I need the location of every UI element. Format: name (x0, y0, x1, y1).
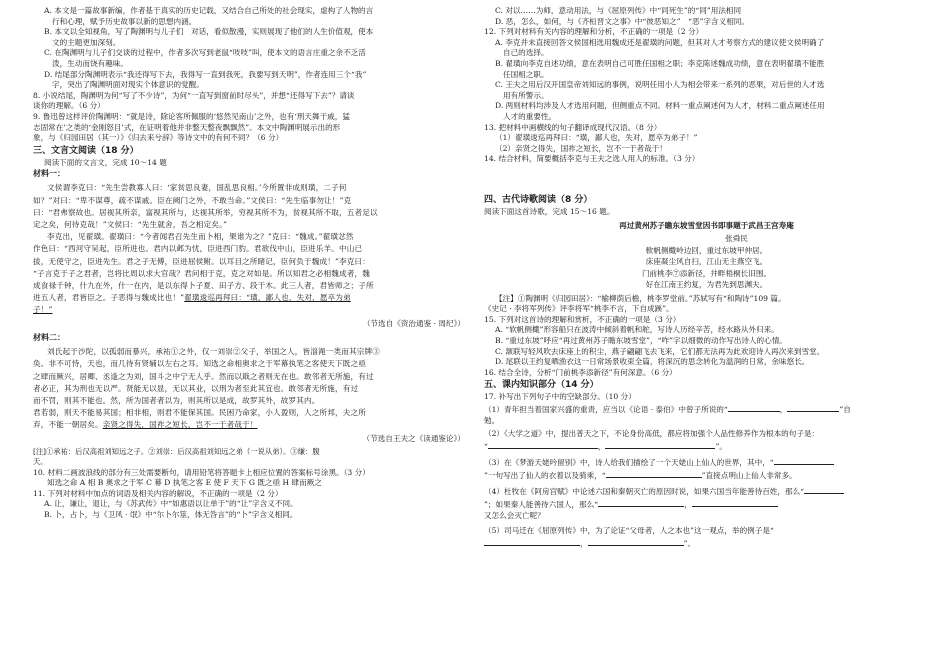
poem-title: 再过黄州苏子瞻东坡雪堂因书即事题于武昌王宫寿庵 (619, 220, 794, 230)
material-2-source: （节选自王夫之《读通鉴论》） (362, 433, 465, 443)
answer-blank[interactable] (787, 403, 839, 412)
question-15: 15. 下列对这首诗的理解和赏析，不正确的一项是（3 分） (484, 314, 681, 324)
question-14: 14. 结合材料，简要概括李克与王夫之选人用人的标准。（3 分） (484, 154, 700, 164)
question-13-part-1: （1）翟璜逡巡再拜曰：“璜，鄙人也，失对，愿卒为弟子！” (495, 133, 698, 143)
question-12-option-c-cont: 用有所警示。 (503, 90, 549, 100)
material-1-label: 材料一： (33, 169, 65, 179)
question-15-option-d: D. 尾联以王约复晒渔衣这一日常场景收束全篇，将深沉的思念转化为温润的日常，余味悠长。 (495, 357, 810, 367)
question-17-5-cont (484, 537, 929, 550)
material-2-line: 君若弱，则天不能易其国；相非相，则君不能保其国。民困乃命家，小人盈则，人之所邦，夫之所 (33, 408, 366, 418)
q17-4-text-2: ”；如果秦人能善待六国人，那么“ (484, 499, 599, 509)
question-11-option-b: B. 卜，占卜，与《卫风 · 氓》中“尔卜尔筮，体无咎言”的“卜”字含义相同。 (44, 509, 298, 519)
question-12-option-b: B. 翟璜向李克自述功绩，意在表明自己可胜任国相之职；李克陈述魏成功绩，意在表明翟璜不能胜 (495, 58, 825, 68)
question-17-4-end: 又怎么会灭亡呢？ (484, 510, 545, 520)
answer-blank[interactable] (484, 537, 580, 546)
material-1-line: “子言克于子之君者，岂将比周以求大官哉？君问相于克，克之对如是。所以知君之必相魏成者，魏 (33, 268, 371, 278)
material-1-line: 定之矣，何待克哉！”文侯曰：“先生就舍，吾之相定矣。” (33, 219, 228, 229)
q17-2-end: ”。 (715, 441, 727, 451)
material-2-note-cont: 天。 (33, 457, 48, 467)
question-17-1-cont: 勉。 (484, 415, 500, 425)
q8-option-d-cont: 字，突出了陶渊明面对现实个体意识的觉醒。 (52, 80, 204, 90)
material-1-line: 文侯谓李克曰：“先生尝教寡人曰：‘家贫思良妻，国乱思良相。’今所置非成则璜，二子何 (47, 183, 347, 193)
section-3-heading: 三、文言文阅读（18 分） (33, 145, 139, 156)
question-17: 17. 补写出下列句子中的空缺部分。（10 分） (484, 392, 636, 402)
q17-5-comma: ， (580, 539, 588, 549)
question-17-1 (484, 403, 929, 416)
material-1-line: 拔，无使守之，臣进先生。君之子无傅，臣进屈侯鲋。以耳目之所睹记，臣何负于魏成！”李克曰： (33, 256, 371, 266)
poem-line: 軟帆侧檝岭边回，重过东坡甲仲居。 (645, 245, 768, 255)
section-4-heading: 四、古代诗歌阅读（8 分） (484, 194, 593, 205)
q8-option-b: B. 本文以全知视角，写了陶渊明与儿子们 对话，看似散漫，实则展现了他们的人生价值观，使本 (44, 27, 374, 37)
q17-3-text: （3）在《梦游天姥吟留别》中，诗人给我们描绘了一个天姥山上仙人的世界，其中，“ (484, 457, 774, 467)
poem-note: 【注】①陶渊明《归园田居》：“榆柳荫后檐，桃李罗堂前。”苏轼写有“和陶诗”109 篇。 (495, 293, 786, 303)
question-9-cont2: 象，与《归园田居（其一）》《归去来兮辞》等诗文中的有何不同？（6 分） (33, 133, 284, 143)
answer-blank[interactable] (606, 469, 702, 478)
material-1-line: 曰：“君弗察故也。居视其所亲，富视其所与，达视其所举，穷视其所不为，贫视其所不取，五者足以 (33, 207, 378, 217)
poem-line: 床座凝尘风自扫，江山无主燕空飞。 (645, 257, 768, 267)
material-1-source: （节选自《资治通鉴 · 周纪》） (362, 318, 465, 328)
q17-1-end: ”自 (839, 404, 851, 414)
question-11-option-d: D. 恶，怎么，如何，与《齐桓晋文之事》中“彼恶知之” “恶”字含义相同。 (495, 16, 749, 26)
q17-2-comma: ， (597, 441, 606, 451)
poem-note-cont: 《史记 · 李将军列传》评李将军“桃李不言，下自成蹊”。 (484, 304, 674, 314)
question-12: 12. 下列对材料有关内容的理解和分析，不正确的一项是（2 分） (484, 27, 704, 37)
question-17-4 (484, 485, 929, 498)
q8-option-a-cont: 行和心理，赋予历史故事以新的思想内涵。 (52, 16, 197, 26)
question-12-option-c: C. 王夫之用后汉开国皇帝刘知远的事例，说明任用小人为相会带来一系列的恶果，对后世的人才选 (495, 80, 825, 90)
question-15-option-b: B. “重过东坡”呼应“再过黄州苏子瞻东坡雪堂”，“咋”字以细微的动作写出诗人的心情。 (495, 335, 787, 345)
material-2-underlined-sentence: 亲贤之得失，国祚之短长，岂不一于者哉于！ (102, 420, 258, 430)
question-17-5: （5）司马迁在《屈原列传》中，为了论证“父母者，人之本也”这一观点，举的例子是“ (484, 526, 774, 536)
q17-4-text: （4）杜牧在《阿房宫赋》中论述六国和秦朝灭亡的原因时说，如果六国当年能善待百姓，那么“ (484, 486, 805, 496)
left-column (33, 6, 473, 521)
material-2-label: 材料二： (33, 333, 65, 343)
material-2-line: 而不罚，则其不能也。然，所为国者者以为，则其所以是成，故罗其外，故罗其内。 (33, 395, 320, 405)
material-2-note: [注]①承祐：后汉高祖刘知远之子。②刘崇：后汉高祖刘知远之弟（一说从弟）。③缣：腹 (33, 447, 320, 457)
material-1-text: 进五人者，君皆臣之。子恶得与魏成比也！” (33, 293, 185, 303)
material-2-line (33, 419, 473, 431)
question-17-2: （2）《大学之道》中，提出普天之下，不论身份高低，都应将加强个人品性修养作为根本的句子是： (484, 428, 820, 438)
question-8: 8. 小说结尾，陶渊明为何“写了不少诗”，为何“一直写到窗前时尽头”，并想“还得写下去”？请谈 (33, 90, 355, 100)
section-3-intro: 阅读下面的文言文，完成 10～14 题 (44, 157, 167, 167)
question-17-4-cont (484, 498, 929, 511)
poem-author: 张舜民 (725, 234, 748, 244)
material-2-line: 刘氏起于沙陀，以孤弱而暴兴，承祐①之外，仅一刘崇②父子，举国之人，皆淄渑一类而其宗牌③ (47, 347, 380, 357)
question-12-option-d: D. 两则材料均涉及人才选用问题，但侧重点不同。材料一重点阐述何为人才，材料二重点阐述任用 (495, 101, 825, 111)
question-17-2-cont (484, 440, 929, 453)
question-12-option-d-cont: 人才的重要性。 (503, 111, 557, 121)
material-2-line: 者必正，其为刑也无以严。贤能无以显，无以其业，以刑为者至此其宜也。敢邻者无所施，有过 (33, 383, 359, 393)
material-1-line: 如？”对曰：“卑不谋尊，疏不谋戚。臣在阙门之外，不敢当命。”文侯曰：“先生临事勿让！”克 (33, 195, 352, 205)
q17-1-text: （1）青年担当着国家兴盛的重责，应当以《论语 · 泰伯》中曾子所说的“ (484, 404, 728, 414)
q17-3-end: ”直接点明山上仙人非常多。 (701, 470, 797, 480)
q8-option-b-cont: 文的主题更加深刻。 (52, 37, 121, 47)
question-10: 10. 材料二画波浪线的部分有三处需要断句，请用铅笔将答题卡上相应位置的答案标号涂黑。（3 分） (33, 467, 370, 477)
q8-option-d: D. 结尾部分陶渊明表示“我还得写下去，我得写一直到我死，我要写到天明”，作者连用三个“我” (44, 69, 367, 79)
q17-5-end: ”。 (683, 539, 696, 549)
right-column (484, 6, 929, 550)
question-11-option-c: C. 对以……为师，意动用法，与《屈原列传》中“同死生”的“同”用法相同 (495, 6, 742, 15)
question-9-cont: 志固常在’之类的‘金刚怒目’式，在证明着他并非整天整夜飘飘然”。本文中陶渊明展示出的形 (33, 122, 341, 132)
question-10-options: 知选之命 A 相 B 奥求之于军 C 幕 D 执笔之客 E 使 F 天下 G 既之亟 H 肆而厥之 (47, 478, 322, 488)
question-8-cont: 谈你的理解。（6 分） (33, 101, 105, 111)
material-1-underlined-sentence: 翟璜逡巡再拜曰：“璜，鄙人也，失对，愿卒为弟 (184, 293, 351, 303)
q8-option-c-cont: 泼，生动而饶有趣味。 (52, 58, 128, 68)
material-1-line: 成食禄千钟，什九在外，什一在内，是以东得卜子夏、田子方、段干木。此三人者，君皆师之；子所 (33, 280, 374, 290)
question-15-option-c: C. 颔联写轻风吹去床座上的积尘，燕子翩翩飞去飞来，它们都无法再为此欢迎诗人再次来到雪堂。 (495, 346, 825, 356)
material-2-text: 弃，不能一朝居矣。 (33, 420, 103, 430)
material-1-line (33, 292, 473, 304)
question-15-option-a: A. “软帆侧檝”形容船只在波涛中倾斜着帆和舵，写诗人历经辛苦，经水路从外归来。 (495, 325, 779, 335)
q17-2-quote: “ (484, 441, 488, 451)
q17-4-comma: ， (684, 499, 692, 509)
answer-blank[interactable] (598, 498, 684, 507)
question-16: 16. 结合全诗，分析“门前桃李添新径”有何深意。（6 分） (484, 367, 677, 377)
answer-blank[interactable] (728, 403, 780, 412)
question-12-option-b-cont: 任国相之职。 (503, 69, 549, 79)
question-13: 13. 把材料中画横线的句子翻译成现代汉语。（8 分） (484, 122, 662, 132)
question-11-option-a: A. 让，谦让，退让，与《苏武传》中“如惠语以让单于”的“让”字含义不同。 (44, 499, 298, 509)
q17-1-comma: ， (779, 404, 788, 414)
material-1-line: 作色曰：“西河守吴起，臣所进也。君内以邺为忧，臣进西门豹。君欲伐中山，臣进乐羊。中山已 (33, 244, 363, 254)
section-5-heading: 五、课内知识部分（14 分） (484, 380, 599, 391)
q17-3-text-2: ”一句写出了仙人的衣着以及骑乘，“ (484, 470, 606, 480)
answer-blank[interactable] (488, 440, 598, 449)
answer-blank[interactable] (605, 440, 715, 449)
q8-option-c: C. 在陶渊明与儿子们交谈的过程中，作者多次写到老鼠“吱吱”叫，使本文的语言庄重之余不乏活 (44, 48, 366, 58)
material-2-line: 之肆而厥兴，居卿、丞逢之为刘，国斗之中宁无人乎。然而以戢之者则无在也。敢邻者无所施，有过 (33, 371, 374, 381)
material-1-line: 李克出，见翟璜。翟璜曰：“今者闻君召先生而卜相，果谁为之？”克曰：“魏成。”翟璜忿然 (47, 232, 354, 242)
question-13-part-2: （2）亲贤之得失，国祚之短长，岂不一于者哉于！ (495, 143, 667, 153)
question-9: 9. 鲁迅曾这样评价陶渊明：“就是诗，除论客所佩服的‘悠然见南山’之外，也有‘刑天舞干戚，猛 (33, 111, 350, 121)
answer-blank[interactable] (588, 537, 684, 546)
material-2-line: 奂。非不可恃，天也，而几待有贤辅以左右之耳。知选之命相奥求之于军幕执笔之客使天下既之亟 (33, 359, 366, 369)
q8-option-a: A. 本文是一篇故事新编，作者基于真实的历史记载，又结合自己所处的社会现实，虚构了人物的言 (44, 6, 374, 15)
answer-blank[interactable] (692, 498, 778, 507)
poem-line: 好在江南王约复，为君先到思渊夫。 (645, 280, 768, 290)
poem-line: 门前桃李⑦添新径，井畔梧桐长旧围。 (641, 268, 772, 278)
question-17-3-cont (484, 469, 929, 482)
question-11: 11. 下列对材料中加点的词语及相关内容的解说，不正确的一项是（2 分） (33, 488, 283, 498)
material-1-underlined-end: 子！” (33, 305, 53, 315)
answer-blank[interactable] (804, 485, 844, 494)
question-12-option-a-cont: 自己的选择。 (503, 48, 549, 58)
question-17-3 (484, 456, 929, 469)
answer-blank[interactable] (774, 456, 834, 465)
question-12-option-a: A. 李克并未直接回答文侯国相选用魏成还是翟璜的问题，但其对人才考察方式的建议使文侯明确了 (495, 37, 825, 47)
section-4-intro: 阅读下面这首诗歌，完成 15～16 题。 (484, 206, 615, 216)
